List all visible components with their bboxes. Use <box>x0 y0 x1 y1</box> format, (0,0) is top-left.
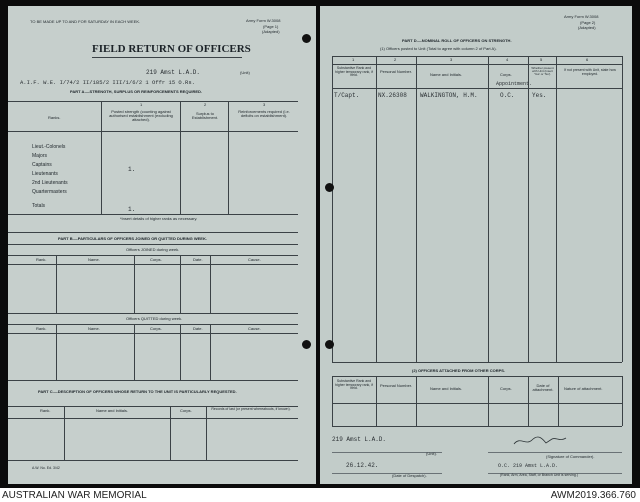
unit-typed-2: 219 Amst L.A.D. <box>332 436 387 443</box>
unit-typed: 219 Amst L.A.D. <box>146 69 201 76</box>
col-reinforcements: Reinforcements required (i.e. deficits on establishment). <box>238 109 290 118</box>
punch-hole <box>302 340 311 349</box>
row-number: NX.26308 <box>378 92 407 99</box>
rank-captains: Captains <box>32 162 52 168</box>
col-surplus: Surplus to Establishment. <box>191 111 219 120</box>
d-col-num-3: 3 <box>450 57 453 62</box>
sig-typed: O.C. 219 Amst L.A.D. <box>498 463 559 469</box>
c-col-corps: Corps. <box>180 408 192 413</box>
d-col-num-4: 4 <box>506 57 509 62</box>
quitted-col-corps: Corps. <box>150 326 162 331</box>
c-col-name: Name and Initials. <box>96 408 129 413</box>
part-d-title: PART D.—NOMINAL ROLL OF OFFICERS ON STRENGTH. <box>402 38 512 43</box>
captains-value: 1. <box>128 166 136 173</box>
row-name: WALKINGTON, H.M. <box>420 92 478 99</box>
aif-line: A.I.F. W.E. I/74/2 II/185/2 III/1/6/2 1 Offr 15 O.Rs. <box>20 79 195 86</box>
att-col-corps: Corps. <box>500 386 512 391</box>
rank-lieutenants: Lieutenants <box>32 171 58 177</box>
unit-label: (Unit) <box>240 70 250 75</box>
joined-col-rank: Rank. <box>36 257 47 262</box>
army-form-adapted: (Adapted) <box>262 29 280 34</box>
rank-majors: Majors <box>32 153 48 159</box>
joined-col-corps: Corps. <box>150 257 162 262</box>
punch-hole <box>325 340 334 349</box>
quitted-title: Officers QUITTED during week. <box>126 316 183 321</box>
quitted-col-cause: Cause. <box>248 326 261 331</box>
d-col-corps: Corps. <box>500 72 512 77</box>
army-form-page-2: (Page 2) <box>580 20 596 25</box>
c-col-rank: Rank. <box>40 408 51 413</box>
row-present: Yes. <box>532 92 547 99</box>
col-num-3: 3 <box>263 102 266 107</box>
quitted-col-date: Date. <box>193 326 203 331</box>
d-col-num-1: 1 <box>352 57 355 62</box>
rank-quartermasters: Quartermasters <box>32 189 67 195</box>
totals-value: 1. <box>128 206 136 213</box>
bottom-code: A.W. No. Ed. 3/42 <box>32 466 60 470</box>
col-posted: Posted strength (counting against authorised establishment (excluding attached). <box>109 109 173 122</box>
unit-label-2: (Unit). <box>426 451 437 456</box>
quitted-col-rank: Rank. <box>36 326 47 331</box>
date-typed: 26.12.42. <box>346 462 379 469</box>
part-c-title: PART C.—DESCRIPTION OF OFFICERS WHOSE RETURN TO THE UNIT IS PARTICULARLY REQUESTED. <box>38 389 237 394</box>
handwritten-signature <box>512 434 568 448</box>
signature-label: (Signature of Commander). <box>546 454 595 459</box>
joined-title: Officers JOINED during week. <box>126 247 180 252</box>
attached-title: (2) OFFICERS ATTACHED FROM OTHER CORPS. <box>412 368 506 373</box>
footer-credit: AUSTRALIAN WAR MEMORIAL <box>2 490 147 501</box>
part-b-title: PART B.—PARTICULARS OF OFFICERS JOINED OR QUITTED DURING WEEK. <box>58 236 207 241</box>
d-col-present: Whether present with Unit (insert 'Yes' or 'No'). <box>531 66 554 76</box>
footer-accession: AWM2019.366.760 <box>550 490 636 501</box>
d-col-rank: Substantive Rank and higher temporary rank, if held. <box>335 66 373 77</box>
form-title: FIELD RETURN OF OFFICERS <box>92 43 251 55</box>
d-col-num-6: 6 <box>586 57 589 62</box>
c-col-whereabouts: Records of last (or present whereabouts, if known). <box>211 407 291 411</box>
row-rank: T/Capt. <box>334 92 360 99</box>
top-note: TO BE MADE UP TO AND FOR SATURDAY IN EACH WEEK. <box>30 19 141 24</box>
row-corps: O.C. <box>500 92 515 99</box>
att-col-name: Name and Initials. <box>430 386 463 391</box>
col-num-2: 2 <box>204 102 207 107</box>
d-col-num-2: 2 <box>394 57 397 62</box>
att-col-number: Personal Number. <box>380 383 413 388</box>
att-col-rank: Substantive Rank and higher temporary rank, if held. <box>335 379 373 390</box>
date-label: (Date of Despatch). <box>392 473 427 478</box>
army-form-label-2: Army Form W.3008 <box>564 14 599 19</box>
quitted-col-name: Name. <box>88 326 100 331</box>
d-col-num-5: 5 <box>540 57 543 62</box>
punch-hole <box>325 183 334 192</box>
att-col-nature: Nature of attachment. <box>564 386 603 391</box>
army-form-label: Army Form W.3008 <box>246 18 281 23</box>
army-form-page: (Page 1) <box>263 24 279 29</box>
footnote: *Insert details of higher ranks as necessary. <box>120 216 198 221</box>
rank-label: (Rank, Arm, Area, Staff, or Branch Unit is serving.) <box>500 473 578 477</box>
part-a-title: PART A.—STRENGTH, SURPLUS OR REINFORCEMENTS REQUIRED. <box>70 89 203 94</box>
d-col-number: Personal Number. <box>379 69 412 74</box>
joined-col-name: Name. <box>88 257 100 262</box>
joined-col-date: Date. <box>193 257 203 262</box>
page-2 <box>320 6 632 484</box>
att-col-date: Date of attachment. <box>532 383 554 392</box>
d-col-employed: If not present with Unit, state how employed. <box>564 68 616 76</box>
army-form-adapted-2: (Adapted) <box>578 25 596 30</box>
appointment-typed: Appointment. <box>496 81 533 87</box>
footer <box>0 488 640 502</box>
d-col-name: Name and Initials. <box>430 72 463 77</box>
totals-label: Totals <box>32 203 46 209</box>
punch-hole <box>302 34 311 43</box>
joined-col-cause: Cause. <box>248 257 261 262</box>
col-ranks: Ranks. <box>48 115 61 120</box>
rank-lieut-colonels: Lieut.-Colonels <box>32 144 66 150</box>
col-num-1: 1 <box>140 102 143 107</box>
rank-2nd-lieutenants: 2nd Lieutenants <box>32 180 68 186</box>
part-d-sub: (1) Officers posted to Unit (Total to agree with column 2 of Part A). <box>380 46 497 51</box>
page-1 <box>8 6 316 484</box>
